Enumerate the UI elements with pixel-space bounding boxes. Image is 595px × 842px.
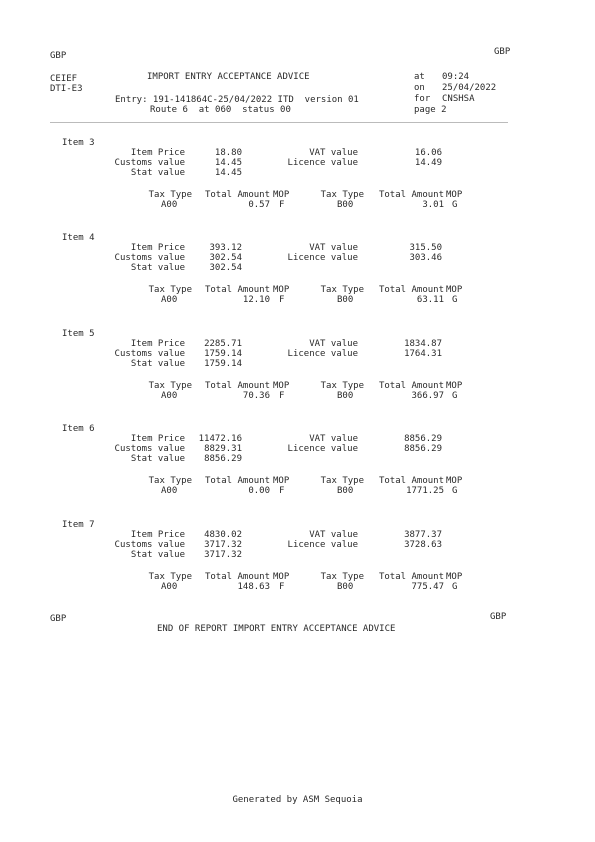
tax-amount-1: 70.36 xyxy=(242,391,270,401)
tax-amount-1: 0.57 xyxy=(248,200,270,210)
total-amount-header-2: Total Amount xyxy=(378,190,444,200)
tax-amount-1: 12.10 xyxy=(242,295,270,305)
tax-type-header-2: Tax Type xyxy=(320,190,364,200)
total-amount-header-2: Total Amount xyxy=(378,381,444,391)
vat-value: 8856.29 xyxy=(404,434,442,444)
licence-value-label: Licence value xyxy=(287,253,358,263)
tax-type-header-1: Tax Type xyxy=(148,572,192,582)
total-amount-header-1: Total Amount xyxy=(204,381,270,391)
stat-value-label: Stat value xyxy=(130,550,185,560)
tax-type-header-1: Tax Type xyxy=(148,476,192,486)
end-of-report: END OF REPORT IMPORT ENTRY ACCEPTANCE ADVICE xyxy=(157,624,396,634)
vat-value-label: VAT value xyxy=(309,243,358,253)
total-amount-header-2: Total Amount xyxy=(378,476,444,486)
entry-line: Entry: 191-141864C-25/04/2022 ITD version 01 xyxy=(115,95,359,105)
report-title: IMPORT ENTRY ACCEPTANCE ADVICE xyxy=(147,72,310,82)
item-price-value: 2285.71 xyxy=(204,339,242,349)
licence-value-label: Licence value xyxy=(287,158,358,168)
item-label: Item 7 xyxy=(62,520,95,530)
vat-value: 1834.87 xyxy=(404,339,442,349)
mop-header-1: MOP xyxy=(273,572,290,582)
licence-value: 1764.31 xyxy=(404,349,442,359)
stat-value: 3717.32 xyxy=(204,550,242,560)
total-amount-header-2: Total Amount xyxy=(378,572,444,582)
customs-value-label: Customs value xyxy=(114,540,185,550)
tax-amount-2: 366.97 xyxy=(411,391,444,401)
tax-type-2: B00 xyxy=(337,391,354,401)
vat-value-label: VAT value xyxy=(309,530,358,540)
mop-2: G xyxy=(452,582,458,592)
tax-type-1: A00 xyxy=(161,582,178,592)
item-label: Item 6 xyxy=(62,424,95,434)
tax-type-2: B00 xyxy=(337,295,354,305)
page-number: page 2 xyxy=(414,105,447,115)
generated-by: Generated by ASM Sequoia xyxy=(232,795,363,805)
mop-1: F xyxy=(279,486,285,496)
currency-marker-footer-left: GBP xyxy=(50,614,67,624)
licence-value: 14.49 xyxy=(414,158,442,168)
mop-1: F xyxy=(279,295,285,305)
licence-value: 3728.63 xyxy=(404,540,442,550)
tax-amount-1: 148.63 xyxy=(237,582,270,592)
tax-type-1: A00 xyxy=(161,391,178,401)
customs-value-label: Customs value xyxy=(114,253,185,263)
mop-2: G xyxy=(452,295,458,305)
total-amount-header-1: Total Amount xyxy=(204,190,270,200)
tax-type-header-1: Tax Type xyxy=(148,190,192,200)
for-label: for xyxy=(414,94,431,104)
total-amount-header-2: Total Amount xyxy=(378,285,444,295)
customs-value: 1759.14 xyxy=(204,349,242,359)
stat-value-label: Stat value xyxy=(130,263,185,273)
tax-type-header-2: Tax Type xyxy=(320,476,364,486)
customs-value-label: Customs value xyxy=(114,158,185,168)
tax-type-2: B00 xyxy=(337,486,354,496)
tax-type-1: A00 xyxy=(161,486,178,496)
currency-marker-left: GBP xyxy=(50,51,67,61)
mop-2: G xyxy=(452,391,458,401)
vat-value-label: VAT value xyxy=(309,339,358,349)
mop-header-2: MOP xyxy=(446,190,463,200)
mop-1: F xyxy=(279,200,285,210)
mop-1: F xyxy=(279,391,285,401)
item-block xyxy=(0,233,595,328)
tax-type-2: B00 xyxy=(337,200,354,210)
stat-value: 1759.14 xyxy=(204,359,242,369)
mop-header-2: MOP xyxy=(446,285,463,295)
tax-type-1: A00 xyxy=(161,200,178,210)
mop-header-1: MOP xyxy=(273,476,290,486)
licence-value-label: Licence value xyxy=(287,349,358,359)
mop-header-2: MOP xyxy=(446,381,463,391)
item-price-label: Item Price xyxy=(130,530,185,540)
customs-value: 3717.32 xyxy=(204,540,242,550)
stat-value-label: Stat value xyxy=(130,454,185,464)
customs-value-label: Customs value xyxy=(114,444,185,454)
licence-value: 303.46 xyxy=(409,253,442,263)
item-price-label: Item Price xyxy=(130,148,185,158)
customs-value: 8829.31 xyxy=(204,444,242,454)
mop-header-1: MOP xyxy=(273,190,290,200)
item-block xyxy=(0,138,595,233)
tax-type-header-1: Tax Type xyxy=(148,381,192,391)
item-price-label: Item Price xyxy=(130,339,185,349)
mop-header-2: MOP xyxy=(446,572,463,582)
currency-marker-footer-right: GBP xyxy=(490,612,507,622)
tax-type-header-1: Tax Type xyxy=(148,285,192,295)
stat-value-label: Stat value xyxy=(130,168,185,178)
tax-amount-1: 0.00 xyxy=(248,486,270,496)
item-price-value: 4830.02 xyxy=(204,530,242,540)
tax-type-header-2: Tax Type xyxy=(320,285,364,295)
customs-value: 14.45 xyxy=(214,158,242,168)
date-value: 25/04/2022 xyxy=(442,83,497,93)
customs-value-label: Customs value xyxy=(114,349,185,359)
currency-marker-right: GBP xyxy=(494,47,511,57)
stat-value: 302.54 xyxy=(209,263,242,273)
mop-header-1: MOP xyxy=(273,285,290,295)
licence-value-label: Licence value xyxy=(287,444,358,454)
licence-value: 8856.29 xyxy=(404,444,442,454)
vat-value: 315.50 xyxy=(409,243,442,253)
vat-value-label: VAT value xyxy=(309,148,358,158)
vat-value: 16.06 xyxy=(414,148,442,158)
stat-value-label: Stat value xyxy=(130,359,185,369)
stat-value: 8856.29 xyxy=(204,454,242,464)
time-value: 09:24 xyxy=(442,72,470,82)
licence-value-label: Licence value xyxy=(287,540,358,550)
time-label: at xyxy=(414,72,425,82)
customs-value: 302.54 xyxy=(209,253,242,263)
date-label: on xyxy=(414,83,425,93)
stat-value: 14.45 xyxy=(214,168,242,178)
total-amount-header-1: Total Amount xyxy=(204,285,270,295)
total-amount-header-1: Total Amount xyxy=(204,572,270,582)
item-price-value: 11472.16 xyxy=(198,434,242,444)
report-code: DTI-E3 xyxy=(50,84,83,94)
tax-amount-2: 63.11 xyxy=(416,295,444,305)
item-block xyxy=(0,329,595,424)
route-line: Route 6 at 060 status 00 xyxy=(150,105,291,115)
mop-header-1: MOP xyxy=(273,381,290,391)
mop-2: G xyxy=(452,200,458,210)
item-price-value: 393.12 xyxy=(209,243,242,253)
tax-type-2: B00 xyxy=(337,582,354,592)
mop-header-2: MOP xyxy=(446,476,463,486)
tax-amount-2: 1771.25 xyxy=(406,486,444,496)
item-label: Item 4 xyxy=(62,233,95,243)
tax-type-header-2: Tax Type xyxy=(320,381,364,391)
item-block xyxy=(0,424,595,519)
tax-amount-2: 3.01 xyxy=(422,200,444,210)
header-rule xyxy=(50,122,508,123)
total-amount-header-1: Total Amount xyxy=(204,476,270,486)
item-price-label: Item Price xyxy=(130,434,185,444)
item-label: Item 5 xyxy=(62,329,95,339)
tax-amount-2: 775.47 xyxy=(411,582,444,592)
tax-type-header-2: Tax Type xyxy=(320,572,364,582)
vat-value: 3877.37 xyxy=(404,530,442,540)
item-price-value: 18.80 xyxy=(214,148,242,158)
mop-1: F xyxy=(279,582,285,592)
item-price-label: Item Price xyxy=(130,243,185,253)
mop-2: G xyxy=(452,486,458,496)
for-value: CNSHSA xyxy=(442,94,475,104)
tax-type-1: A00 xyxy=(161,295,178,305)
vat-value-label: VAT value xyxy=(309,434,358,444)
item-block xyxy=(0,520,595,615)
system-code: CEIEF xyxy=(50,74,78,84)
item-label: Item 3 xyxy=(62,138,95,148)
